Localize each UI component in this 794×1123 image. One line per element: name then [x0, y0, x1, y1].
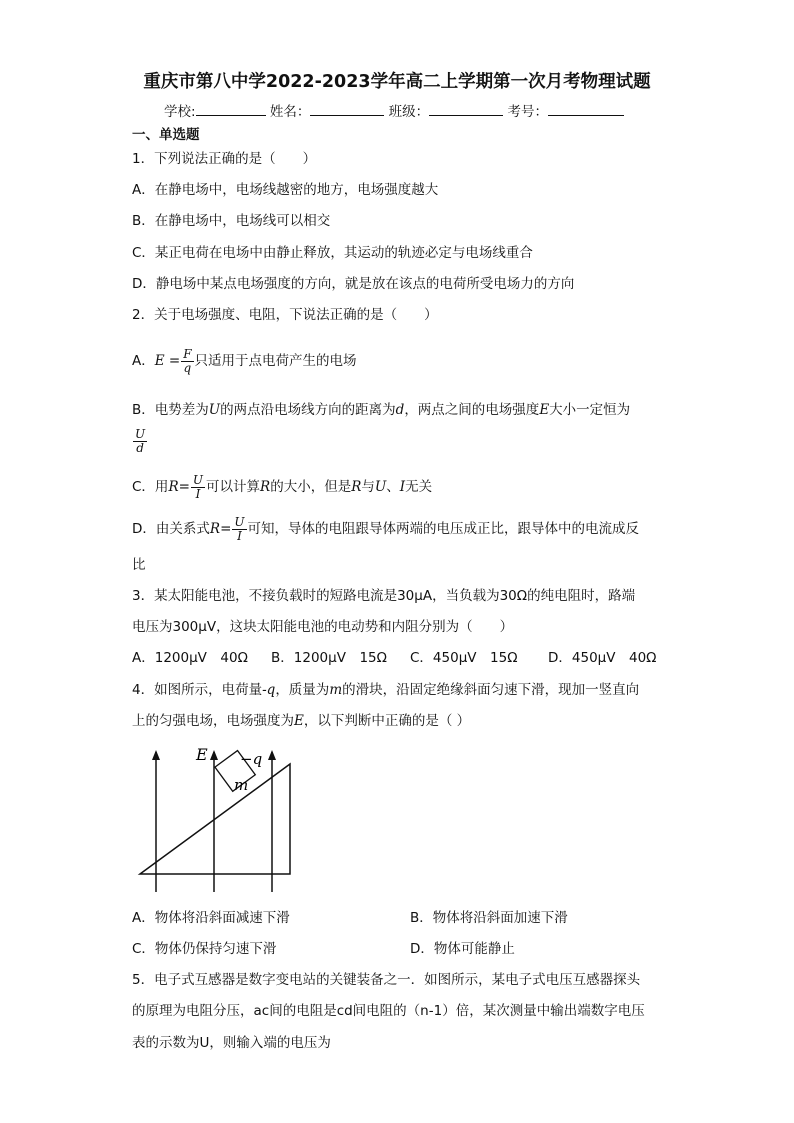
q2-c-sep: 、 — [386, 479, 400, 495]
q2-d-num: U — [234, 514, 245, 529]
q2-option-b — [132, 400, 630, 420]
q2-d-R: R= — [209, 521, 232, 537]
incline-triangle — [140, 764, 290, 874]
q2-c-R2: R — [260, 479, 271, 495]
q4-l1-a: 4．如图所示，电荷量 — [132, 682, 263, 698]
q2-c-U: U — [374, 479, 387, 495]
q2-c-I: I — [399, 479, 406, 495]
q3-option-b: B．1200μV 15Ω — [271, 650, 387, 666]
q2-a-fraction — [181, 348, 193, 375]
q4-line1 — [132, 680, 639, 700]
q3-option-c: C．450μV 15Ω — [410, 650, 518, 666]
q5-line2: 的原理为电阻分压，ac间的电阻是cd间电阻的（n-1）倍，某次测量中输出端数字电压 — [132, 1003, 645, 1019]
incline-figure — [132, 742, 302, 892]
q2-option-d-line2: 比 — [132, 557, 146, 573]
q4-l1-c: 的滑块，沿固定绝缘斜面匀速下滑，现加一竖直向 — [342, 682, 640, 698]
q2-b-num: U — [135, 427, 146, 441]
q4-l1-q: -q — [262, 682, 276, 698]
block-mass-label: m — [234, 776, 249, 794]
q2-b-prefix: B．电势差为 — [132, 402, 209, 418]
q2-b-fraction — [133, 428, 147, 455]
q4-line2 — [132, 711, 470, 731]
q5-line1: 5．电子式互感器是数字变电站的关键装备之一．如图所示，某电子式电压互感器探头 — [132, 972, 641, 988]
q2-a-num: F — [183, 346, 192, 361]
school-blank — [196, 101, 266, 116]
id-label: 考号： — [507, 104, 548, 120]
q2-option-c — [132, 470, 432, 504]
q2-c-R: R= — [168, 479, 190, 495]
incline-diagram — [132, 742, 302, 892]
field-label: E — [196, 745, 208, 764]
q2-c-R3: R — [351, 479, 362, 495]
q2-c-prefix: C．用 — [132, 479, 169, 495]
id-blank — [548, 101, 624, 116]
q2-option-b-fraction — [132, 428, 148, 455]
q2-a-text: 只适用于点电荷产生的电场 — [194, 353, 357, 369]
q2-d-fraction — [232, 516, 246, 543]
q4-l2-a: 上的匀强电场，电场强度为 — [132, 713, 294, 729]
section-heading: 一、单选题 — [132, 127, 200, 143]
q2-d-den: I — [237, 528, 242, 543]
q4-l2-b: ，以下判断中正确的是（ ） — [303, 713, 471, 729]
q4-option-a: A．物体将沿斜面减速下滑 — [132, 910, 290, 926]
q4-option-d: D．物体可能静止 — [410, 941, 515, 957]
q1-option-a: A．在静电场中，电场线越密的地方，电场强度越大 — [132, 182, 439, 198]
arrow-up-icon — [268, 750, 276, 760]
q3-option-d: D．450μV 40Ω — [548, 650, 657, 666]
arrow-up-icon — [152, 750, 160, 760]
q2-b-d: d — [395, 402, 405, 418]
q2-d-prefix: D．由关系式 — [132, 521, 210, 537]
class-label: 班级： — [388, 104, 430, 120]
q2-d-text: 可知，导体的电阻跟导体两端的电压成正比，跟导体中的电流成反 — [247, 521, 640, 537]
q3-option-a: A．1200μV 40Ω — [132, 650, 248, 666]
q2-a-prefix: A． — [132, 353, 155, 369]
charge-label: −q — [240, 750, 263, 768]
q1-stem: 1．下列说法正确的是（ ） — [132, 151, 317, 167]
q2-c-mid: 可以计算 — [206, 479, 261, 495]
q2-b-rest: ，两点之间的电场强度 — [404, 402, 540, 418]
q2-c-fraction — [191, 474, 205, 501]
q4-l1-m: m — [329, 682, 343, 698]
q2-a-eq: E = — [154, 353, 181, 369]
school-label: 学校: — [164, 104, 196, 120]
class-blank — [429, 101, 503, 116]
q3-line2: 电压为300μV，这块太阳能电池的电动势和内阻分别为（ ） — [132, 619, 514, 635]
q2-option-d — [132, 512, 639, 546]
q4-option-c: C．物体仍保持匀速下滑 — [132, 941, 277, 957]
q2-stem: 2．关于电场强度、电阻，下说法正确的是（ ） — [132, 307, 438, 323]
q2-a-den: q — [183, 360, 192, 375]
q5-line3: 表的示数为U，则输入端的电压为 — [132, 1035, 331, 1051]
q1-option-d: D．静电场中某点电场强度的方向，就是放在该点的电荷所受电场力的方向 — [132, 276, 575, 292]
q1-option-c: C．某正电荷在电场中由静止释放，其运动的轨迹必定与电场线重合 — [132, 245, 533, 261]
q2-b-E: E — [539, 402, 550, 418]
q2-c-num: U — [192, 472, 204, 487]
q2-b-den: d — [136, 441, 144, 455]
q4-l1-b: ，质量为 — [275, 682, 330, 698]
q2-b-end: 大小一定恒为 — [549, 402, 631, 418]
student-info-row — [164, 101, 624, 122]
q4-option-b: B．物体将沿斜面加速下滑 — [410, 910, 568, 926]
q2-option-a — [132, 344, 357, 378]
q3-line1: 3．某太阳能电池，不接负载时的短路电流是30μA，当负载为30Ω的纯电阻时，路端 — [132, 588, 636, 604]
q2-c-den: I — [195, 486, 201, 501]
name-label: 姓名： — [269, 104, 311, 120]
arrow-up-icon — [210, 750, 218, 760]
q2-c-mid2: 的大小，但是 — [270, 479, 352, 495]
name-blank — [310, 101, 384, 116]
q2-b-mid: 的两点沿电场线方向的距离为 — [220, 402, 396, 418]
q2-c-end: 无关 — [405, 479, 433, 495]
q2-c-mid3: 与 — [361, 479, 375, 495]
q4-l2-E: E — [294, 713, 304, 729]
page-title: 重庆市第八中学2022-2023学年高二上学期第一次月考物理试题 — [143, 72, 651, 92]
q2-b-U: U — [208, 402, 221, 418]
q1-option-b: B．在静电场中，电场线可以相交 — [132, 213, 331, 229]
